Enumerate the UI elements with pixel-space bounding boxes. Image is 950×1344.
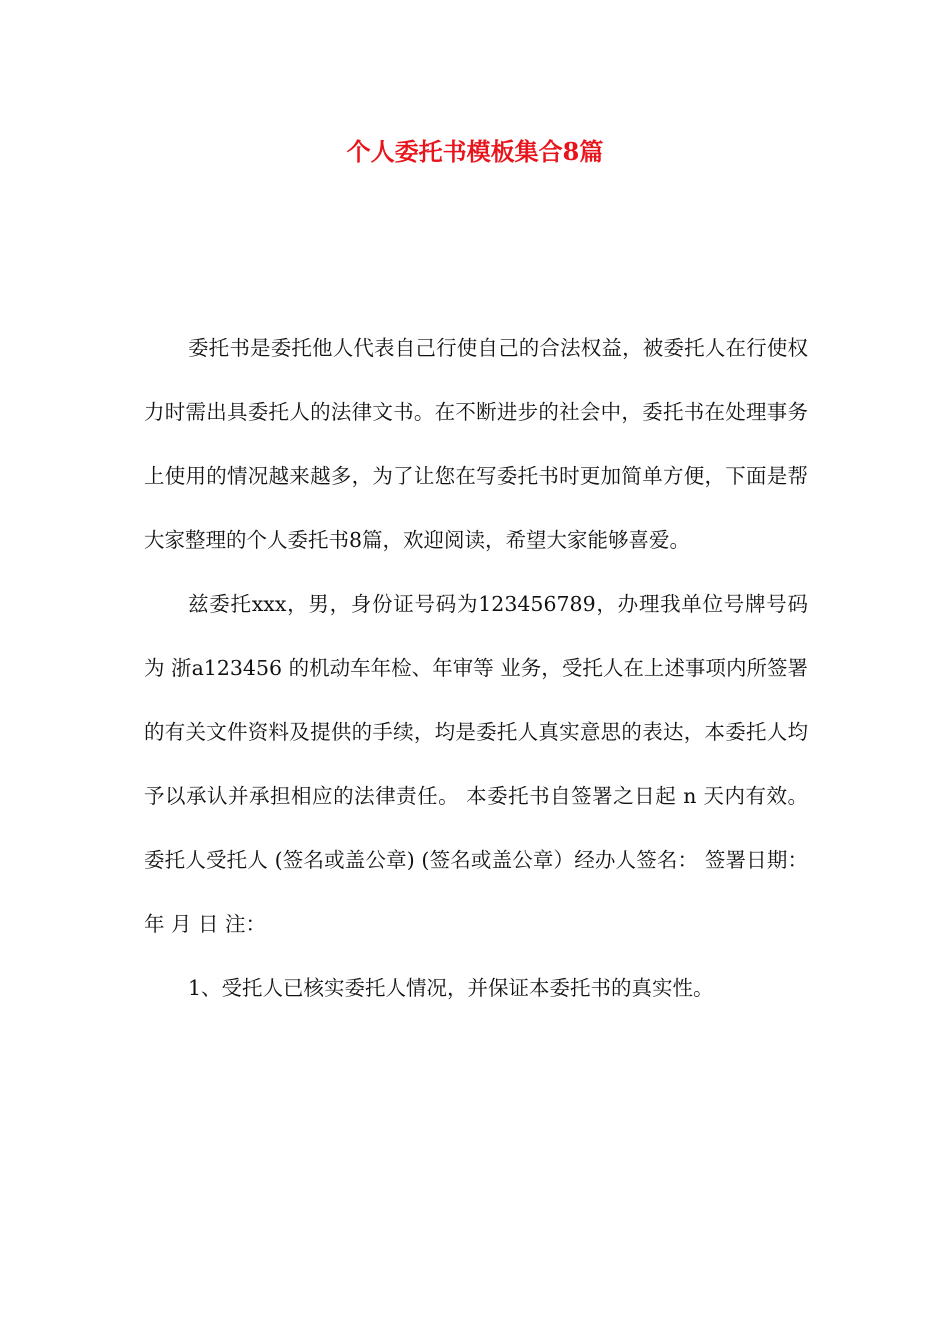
document-title: 个人委托书模板集合8篇 <box>346 137 604 166</box>
note-item-1: 1、受托人已核实委托人情况，并保证本委托书的真实性。 <box>188 976 714 1000</box>
intro-paragraph: 委托书是委托他人代表自己行使自己的合法权益，被委托人在行使权力时需出具委托人的法律文书。在不断进步的社会中，委托书在处理事务上使用的情况越来越多，为了让您在写委托书时更加简单方便，下面是帮大家整理的个人委托书8篇，欢迎阅读，希望大家能够喜爱。 <box>144 336 808 552</box>
authorization-paragraph: 兹委托xxx，男，身份证号码为123456789，办理我单位号牌号码为 浙a123456 的机动车年检、年审等 业务，受托人在上述事项内所签署的有关文件资料及提供的手续，均是委托人真实意思的表达，本委托人均予以承认并承担相应的法律责任。 本委托书自签署之日起 n 天内有效。 委托人受托人 (签名或盖公章) (签名或盖公章）经办人签名： 签署日期： 年 月 日 注： <box>144 592 808 936</box>
document-body <box>144 316 808 1020</box>
